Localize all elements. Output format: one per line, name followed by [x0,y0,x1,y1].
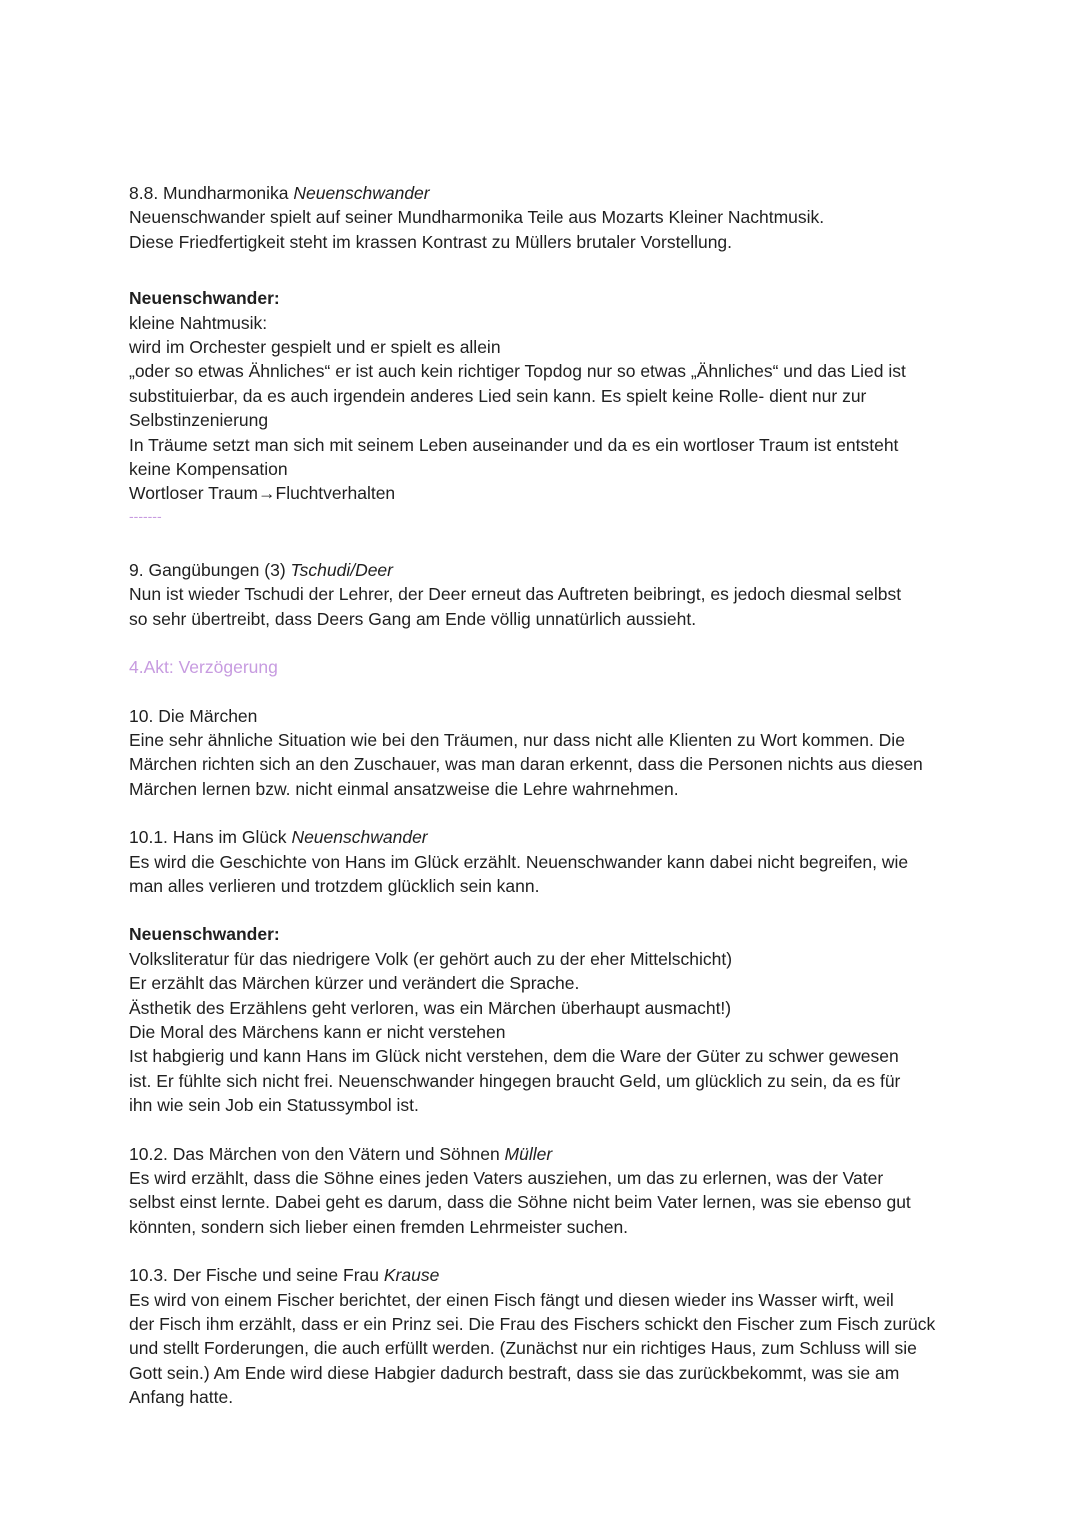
heading-text: 10.3. Der Fische und seine Frau [129,1265,379,1286]
paragraph-line: und stellt Forderungen, die auch erfüllt werden. (Zunächst nur ein richtiges Haus, zum Schluss will sie [129,1338,917,1359]
paragraph-line: Es wird die Geschichte von Hans im Glück erzählt. Neuenschwander kann dabei nicht begreifen, wie [129,851,909,872]
document-content [129,181,959,1410]
paragraph-line: Es wird von einem Fischer berichtet, der einen Fisch fängt und diesen wieder ins Wasser wirft, weil [129,1289,894,1310]
paragraph-line: Anfang hatte. [129,1387,234,1408]
heading-person: Müller [504,1143,553,1164]
paragraph-line: Diese Friedfertigkeit steht im krassen Kontrast zu Müllers brutaler Vorstellung. [129,231,733,252]
note-line: kleine Nahtmusik: [129,312,268,333]
heading-person: Krause [383,1265,440,1286]
note-line: ihn wie sein Job ein Statussymbol ist. [129,1095,419,1116]
paragraph-line: so sehr übertreibt, dass Deers Gang am Ende völlig unnatürlich aussieht. [129,608,697,629]
note-neuenschwander-1 [129,286,959,526]
section-10-1 [129,825,959,898]
section-heading [129,825,959,849]
heading-person: Neuenschwander [291,827,428,848]
note-text: Wortloser Traum [129,483,259,504]
note-line: ist. Er fühlte sich nicht frei. Neuenschwander hingegen braucht Geld, um glücklich zu sein, da es für [129,1070,901,1091]
note-line: Ist habgierig und kann Hans im Glück nicht verstehen, dem die Ware der Güter zu schwer gewesen [129,1046,899,1067]
heading-text: 9. Gangübungen (3) [129,559,286,580]
paragraph-line: der Fisch ihm erzählt, dass er ein Prinz sei. Die Frau des Fischers schickt den Fischer zum Fisch zurück [129,1314,936,1335]
paragraph-line: selbst einst lernte. Dabei geht es darum, dass die Söhne nicht beim Vater lernen, was sie ebenso gut [129,1192,911,1213]
note-line: Er erzählt das Märchen kürzer und verändert die Sprache. [129,973,580,994]
paragraph-line: Neuenschwander spielt auf seiner Mundharmonika Teile aus Mozarts Kleiner Nachtmusik. [129,207,825,228]
note-line: „oder so etwas Ähnliches“ er ist auch kein richtiger Topdog nur so etwas „Ähnliches“ und das Lied ist [129,361,906,382]
note-line: In Träume setzt man sich mit seinem Leben auseinander und da es ein wortloser Traum ist entsteht [129,434,899,455]
note-line: Die Moral des Märchens kann er nicht verstehen [129,1021,506,1042]
paragraph-line: Nun ist wieder Tschudi der Lehrer, der Deer erneut das Auftreten beibringt, es jedoch diesmal selbst [129,584,902,605]
section-10-3 [129,1263,959,1409]
paragraph-line: Märchen richten sich an den Zuschauer, was man daran erkennt, dass die Personen nichts aus diesen [129,754,923,775]
paragraph-line: Gott sein.) Am Ende wird diese Habgier dadurch bestraft, dass sie das zurückbekommt, was sie am [129,1362,900,1383]
note-heading: Neuenschwander: [129,924,280,945]
section-heading [129,181,959,205]
act-title: 4.Akt: Verzögerung [129,657,278,678]
paragraph-line: Märchen lernen bzw. nicht einmal ansatzweise die Lehre wahrnehmen. [129,778,679,799]
heading-text: 8.8. Mundharmonika [129,183,289,203]
note-line: Selbstinzenierung [129,410,269,431]
heading-person: Neuenschwander [293,183,430,203]
arrow-right-icon: → [258,483,276,504]
section-9 [129,558,959,631]
section-10-2 [129,1142,959,1240]
note-heading: Neuenschwander: [129,288,280,309]
act-heading [129,655,959,679]
note-line: keine Kompensation [129,459,288,480]
paragraph-line: Es wird erzählt, dass die Söhne eines jeden Vaters ausziehen, um das zu erlernen, was der Vater [129,1168,884,1188]
section-heading [129,1142,959,1166]
section-heading [129,558,959,582]
heading-text: 10.2. Das Märchen von den Vätern und Söhnen [129,1143,500,1164]
note-text: Fluchtverhalten [275,483,396,504]
note-neuenschwander-2 [129,922,959,1117]
paragraph-line: Eine sehr ähnliche Situation wie bei den Träumen, nur dass nicht alle Klienten zu Wort kommen. Die [129,729,905,750]
note-line: substituierbar, da es auch irgendein anderes Lied sein kann. Es spielt keine Rolle- dient nur zur [129,385,867,406]
paragraph-line: man alles verlieren und trotzdem glücklich sein kann. [129,875,540,896]
paragraph-line: könnten, sondern sich lieber einen fremden Lehrmeister suchen. [129,1216,629,1237]
note-line: wird im Orchester gespielt und er spielt es allein [129,337,501,358]
section-10 [129,704,959,802]
dash-separator: ------- [129,507,162,524]
section-heading [129,1263,959,1287]
section-heading: 10. Die Märchen [129,705,258,726]
note-line [129,481,959,505]
heading-text: 10.1. Hans im Glück [129,827,287,848]
heading-person: Tschudi/Deer [290,559,393,580]
note-line: Ästhetik des Erzählens geht verloren, was ein Märchen überhaupt ausmacht!) [129,997,732,1018]
section-8-8 [129,181,959,254]
note-line: Volksliteratur für das niedrigere Volk (er gehört auch zu der eher Mittelschicht) [129,948,733,969]
